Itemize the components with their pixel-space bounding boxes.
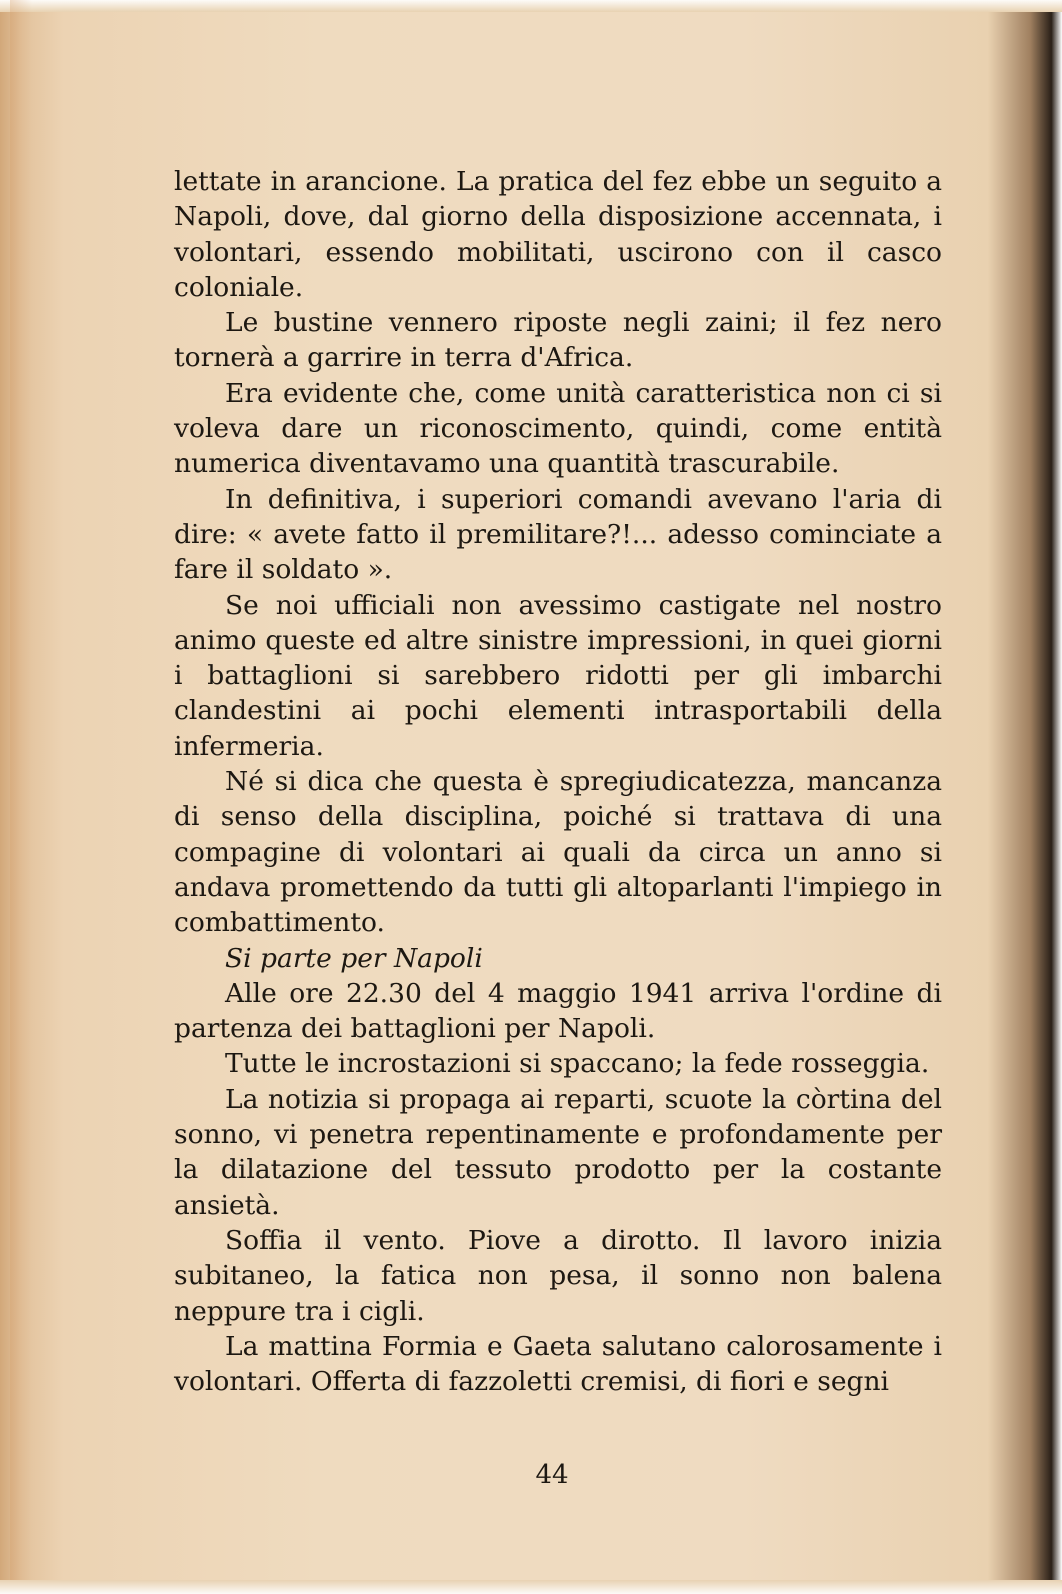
paragraph: Tutte le incrostazioni si spaccano; la fede rosseggia. [225,1048,930,1080]
page-left-stain [10,0,32,1594]
paragraph: La notizia si propaga ai reparti, scuote la còrtina del sonno, vi penetra repentinamente e profondamente per la dilatazione del tessuto prodotto per la costante ansietà. [174,1083,942,1221]
paragraph: In definitiva, i superiori comandi avevano l'aria di dire: « avete fatto il premilitare?!... adesso cominciate a fare il soldato ». [174,483,942,586]
paragraph: Soffia il vento. Piove a dirotto. Il lavoro inizia subitaneo, la fatica non pesa, il sonno non balena neppure tra i cigli. [174,1224,942,1327]
paragraph: La mattina Formia e Gaeta salutano calorosamente i volontari. Offerta di fazzoletti cremisi, di fiori e segni [174,1330,942,1398]
page-top-edge [0,0,1062,12]
section-title: Si parte per Napoli [225,942,483,974]
paragraph: Le bustine vennero riposte negli zaini; il fez nero tornerà a garrire in terra d'Africa. [174,307,942,374]
paragraph: Alle ore 22.30 del 4 maggio 1941 arriva l'ordine di partenza dei battaglioni per Napoli. [174,977,942,1045]
page-number: 44 [535,1460,569,1490]
paragraph: Era evidente che, come unità caratteristica non ci si voleva dare un riconoscimento, quindi, come entità numerica diventavamo una quantità trascurabile. [174,377,942,480]
body-text [174,164,942,1399]
page-bottom-edge [0,1580,1062,1594]
paragraph: Se noi ufficiali non avessimo castigate nel nostro animo queste ed altre sinistre impressioni, in quei giorni i battaglioni si sarebbero ridotti per gli imbarchi clandestini ai pochi elementi intrasportabili della infermeria. [174,589,942,762]
paragraph: lettate in arancione. La pratica del fez ebbe un seguito a Napoli, dove, dal giorno della disposizione accennata, i volontari, essendo mobilitati, uscirono con il casco coloniale. [174,166,942,303]
paragraph: Né si dica che questa è spregiudicatezza, mancanza di senso della disciplina, poiché si trattava di una compagine di volontari ai quali da circa un anno si andava promettendo da tutti gli altoparlanti l'impiego in combattimento. [174,766,942,939]
